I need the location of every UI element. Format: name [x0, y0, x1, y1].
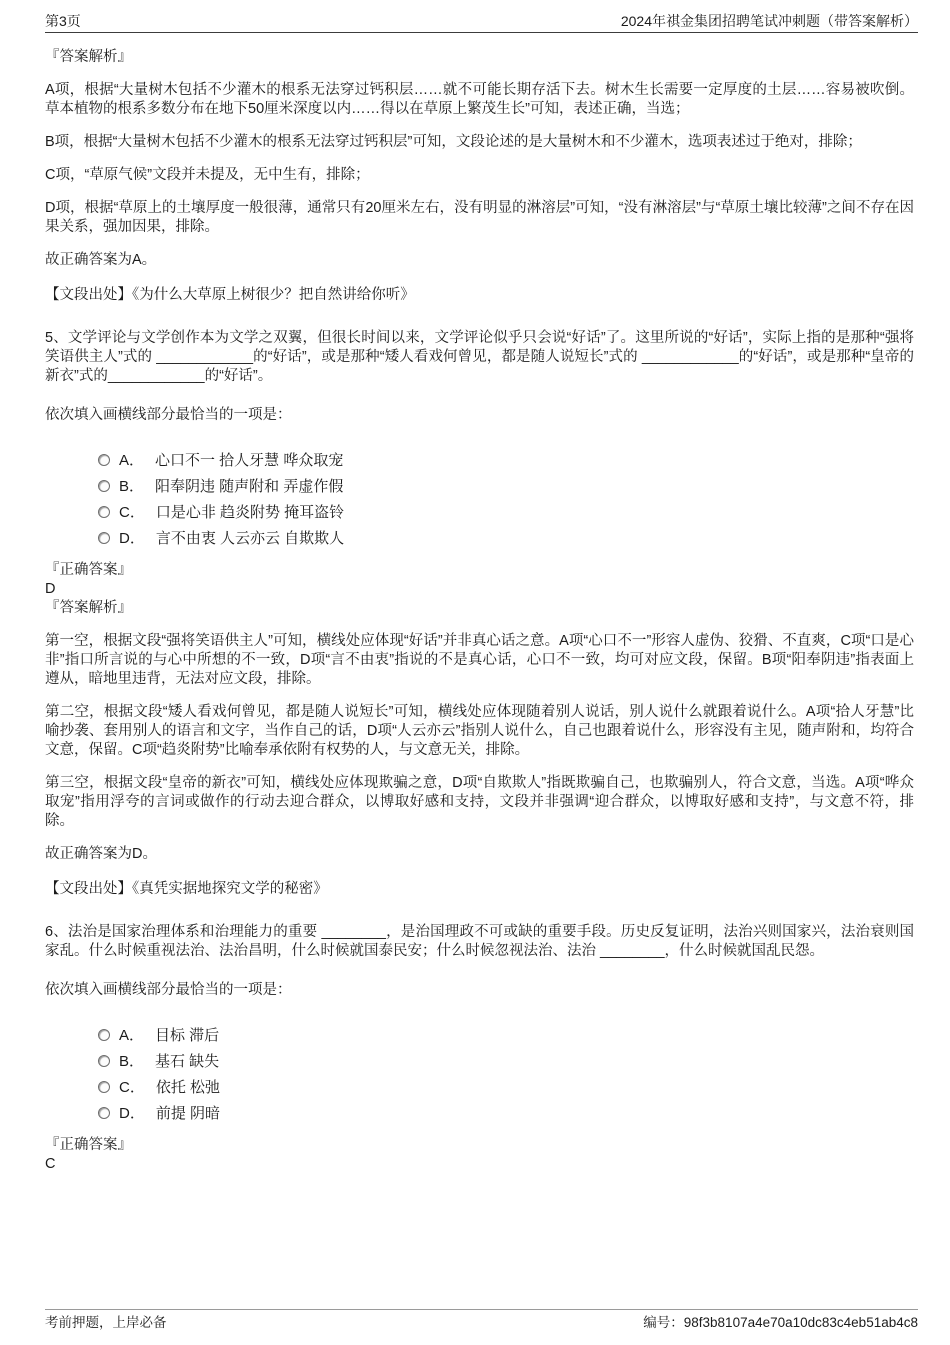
page-footer: [45, 1309, 918, 1331]
option-text: 目标 滞后: [155, 1026, 220, 1044]
analysis-paragraph: 第一空，根据文段“强将笑语供主人”可知，横线处应体现“好话”并非真心话之意。A项“心口不一”形容人虚伪、狡猾、不直爽，C项“口是心非”指口所言说的与心中所想的不一致，D项“言不由衷”指说的不是真心话，心口不一致，均可对应文段，保留。B项“阳奉阴违”指表面上遵从，暗地里违背，无法对应文段，排除。: [45, 633, 914, 687]
option-letter: B．: [119, 1052, 145, 1070]
option-c[interactable]: [45, 499, 914, 525]
option-d[interactable]: [45, 525, 914, 551]
option-text: 言不由衷 人云亦云 自欺欺人: [155, 529, 345, 547]
footer-slogan: 考前押题，上岸必备: [45, 1315, 167, 1330]
option-letter: C．: [119, 1078, 145, 1096]
correct-answer-label: 『正确答案』: [45, 1137, 132, 1153]
option-letter: C．: [119, 503, 145, 521]
option-letter: A．: [119, 1026, 145, 1044]
analysis-paragraph: B项，根据“大量树木包括不少灌木的根系无法穿过钙积层”可知，文段论述的是大量树木和不少灌木，选项表述过于绝对，排除；: [45, 134, 862, 150]
option-text: 前提 阴暗: [155, 1104, 221, 1122]
question5-options: [45, 447, 914, 551]
question6-options: [45, 1022, 914, 1126]
radio-button[interactable]: [98, 1081, 110, 1093]
question6-stem: 6、法治是国家治理体系和治理能力的重要 ________，是治国理政不可或缺的重要手段。历史反复证明，法治兴则国家兴，法治衰则国家乱。什么时候重视法治、法治昌明，什么时候就国泰民安；什么时候忽视法治、法治 ________，什么时候就国乱民怨。: [45, 924, 914, 959]
option-a[interactable]: [45, 447, 914, 473]
header-divider: [45, 32, 918, 33]
analysis-conclusion: 故正确答案为D。: [45, 846, 157, 862]
option-text: 口是心非 趋炎附势 掩耳盗铃: [155, 503, 345, 521]
question5-stem: 5、文学评论与文学创作本为文学之双翼，但很长时间以来，文学评论似乎只会说“好话”了。这里所说的“好话”，实际上指的是那种“强将笑语供主人”式的 ____________的“好话”，或是那种“矮人看戏何曾见，都是随人说短长”式的 ____________的“好话”，或是那种“皇帝的新衣”式的____________的“好话”。: [45, 330, 914, 384]
analysis-section-label: 『答案解析』: [45, 600, 132, 616]
analysis-paragraph: 第三空，根据文段“皇帝的新衣”可知，横线处应体现欺骗之意，D项“自欺欺人”指既欺骗自己，也欺骗别人，符合文意，当选。A项“哗众取宠”指用浮夸的言词或做作的行动去迎合群众，以博取好感和支持，文段并非强调“迎合群众，以博取好感和支持”，与文意不符，排除。: [45, 775, 914, 829]
document-body: [45, 48, 914, 1174]
option-d[interactable]: [45, 1100, 914, 1126]
analysis-paragraph: 第二空，根据文段“矮人看戏何曾见，都是随人说短长”可知，横线处应体现随着别人说话，别人说什么就跟着说什么。A项“拾人牙慧”比喻抄袭、套用别人的语言和文字，当作自己的话，D项“人云亦云”指别人说什么，自己也跟着说什么，形容没有主见，随声附和，均符合文意，保留。C项“趋炎附势”比喻奉承依附有权势的人，与文意无关，排除。: [45, 704, 914, 758]
option-c[interactable]: [45, 1074, 914, 1100]
correct-answer-value: C: [45, 1156, 56, 1172]
radio-button[interactable]: [98, 1107, 110, 1119]
radio-button[interactable]: [98, 454, 110, 466]
analysis-conclusion: 故正确答案为A。: [45, 252, 157, 268]
correct-answer-value: D: [45, 581, 56, 597]
analysis-paragraph: A项，根据“大量树木包括不少灌木的根系无法穿过钙积层……就不可能长期存活下去。树木生长需要一定厚度的土层……容易被吹倒。草本植物的根系多数分布在地下50厘米深度以内……得以在草原上繁茂生长”可知，表述正确，当选；: [45, 82, 914, 117]
document-title: 2024年祺金集团招聘笔试冲刺题（带答案解析）: [620, 13, 918, 29]
question6-instruction: 依次填入画横线部分最恰当的一项是：: [45, 982, 292, 998]
option-text: 心口不一 拾人牙慧 哗众取宠: [155, 451, 344, 469]
analysis-paragraph: C项，“草原气候”文段并未提及，无中生有，排除；: [45, 167, 370, 183]
option-a[interactable]: [45, 1022, 914, 1048]
option-letter: D．: [119, 529, 145, 547]
analysis-paragraph: D项，根据“草原上的土壤厚度一般很薄，通常只有20厘米左右，没有明显的淋溶层”可知，“没有淋溶层”与“草原土壤比较薄”之间不存在因果关系，强加因果，排除。: [45, 200, 914, 235]
option-letter: B．: [119, 477, 145, 495]
radio-button[interactable]: [98, 1029, 110, 1041]
radio-button[interactable]: [98, 1055, 110, 1067]
option-letter: D．: [119, 1104, 145, 1122]
page-number: 第3页: [45, 13, 81, 29]
passage-source: 【文段出处】《真凭实据地探究文学的秘密》: [45, 881, 328, 897]
question6-answer-block: [45, 1136, 914, 1174]
question5-answer-block: [45, 561, 914, 618]
page-header: [45, 13, 918, 33]
option-b[interactable]: [45, 473, 914, 499]
option-b[interactable]: [45, 1048, 914, 1074]
footer-serial-number: 编号：98f3b8107a4e70a10dc83c4eb51ab4c8: [643, 1315, 918, 1330]
question5-instruction: 依次填入画横线部分最恰当的一项是：: [45, 407, 292, 423]
passage-source: 【文段出处】《为什么大草原上树很少？把自然讲给你听》: [45, 287, 415, 303]
option-text: 阳奉阴违 随声附和 弄虚作假: [155, 477, 344, 495]
option-text: 依托 松弛: [155, 1078, 221, 1096]
footer-divider: [45, 1309, 918, 1310]
radio-button[interactable]: [98, 480, 110, 492]
radio-button[interactable]: [98, 506, 110, 518]
option-text: 基石 缺失: [155, 1052, 220, 1070]
correct-answer-label: 『正确答案』: [45, 562, 132, 578]
radio-button[interactable]: [98, 532, 110, 544]
option-letter: A．: [119, 451, 145, 469]
analysis-section-label: 『答案解析』: [45, 49, 132, 65]
